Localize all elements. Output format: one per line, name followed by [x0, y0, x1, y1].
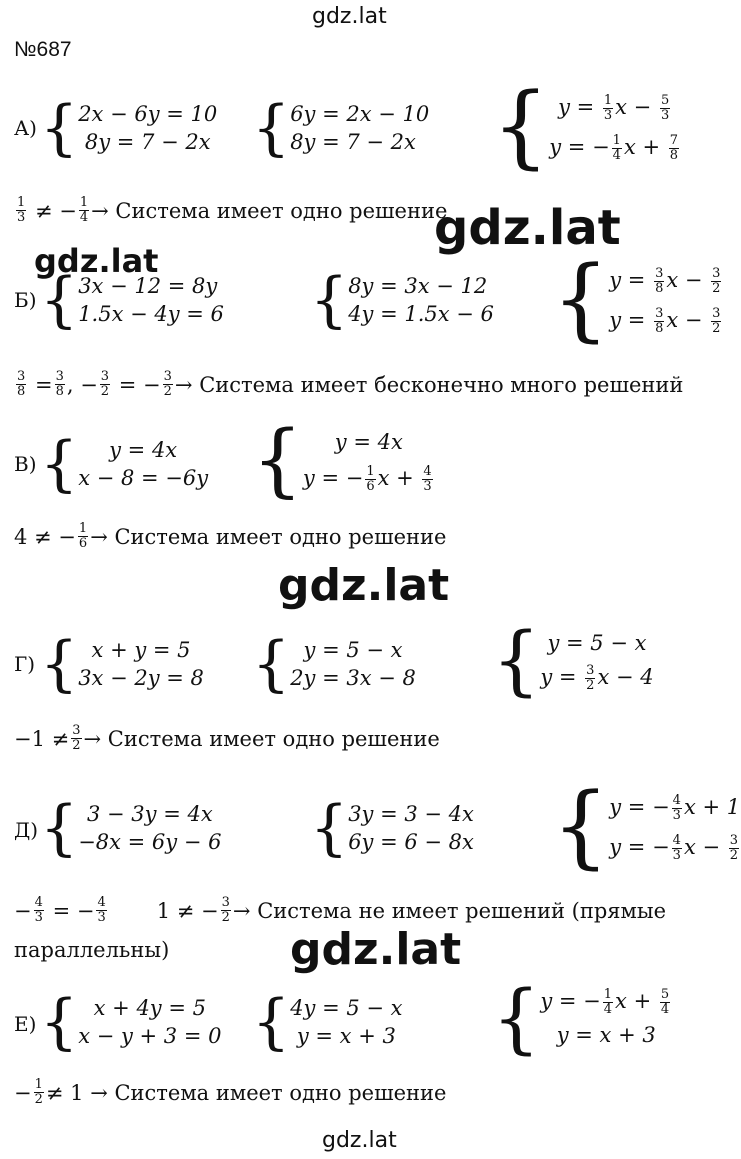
system-g-1: { x + y = 5 3x − 2y = 8: [40, 629, 204, 699]
system-b-2: { 8y = 3x − 12 4y = 1.5x − 6: [310, 265, 494, 335]
system-a-3: { y = $\frac{1}{3}$ x − $\frac{5}{3}$ y = − $\frac{1}{4}$ x + $\frac{7}{8}$: [492, 74, 679, 179]
part-label-e: Е): [14, 1012, 37, 1036]
system-d-1: { 3 − 3y = 4x −8x = 6y − 6: [40, 793, 222, 863]
system-e-1: { x + 4y = 5 x − y + 3 = 0: [40, 987, 222, 1057]
part-label-a: А): [14, 116, 37, 140]
conclusion-text-d-cont: параллельны): [14, 938, 170, 962]
conclusion-text-a: Система имеет одно решение: [115, 198, 448, 223]
conclusion-g: −1 ≠ $\frac{3}{2}$ → Система имеет одно решение: [14, 723, 440, 753]
conclusion-a: $\frac{1}{3}$ ≠ − $\frac{1}{4}$ → Система имеет одно решение: [17, 195, 448, 225]
watermark: gdz.lat: [278, 560, 450, 611]
conclusion-text-d: Система не имеет решений (прямые: [257, 898, 667, 923]
conclusion-text-e: Система имеет одно решение: [114, 1080, 447, 1105]
system-e-3: { y = − $\frac{1}{4}$ x + $\frac{5}{4}$ y = x + 3: [492, 973, 670, 1062]
system-v-2: { y = 4x y = − $\frac{1}{6}$ x + $\frac{4}{3}$: [252, 413, 432, 506]
part-label-b: Б): [14, 288, 37, 312]
site-footer: gdz.lat: [322, 1128, 397, 1153]
watermark: gdz.lat: [434, 200, 621, 256]
problem-number: №687: [14, 38, 72, 61]
system-d-3: { y = − $\frac{4}{3}$ x + 1 y = − $\frac{4}{3}$ x − $\frac{3}{2}$: [552, 774, 741, 879]
system-b-3: { y = $\frac{3}{8}$ x − $\frac{3}{2}$ y = $\frac{3}{8}$ x − $\frac{3}{2}$: [552, 247, 721, 352]
part-label-d: Д): [14, 818, 39, 842]
system-v-1: { y = 4x x − 8 = −6y: [40, 429, 209, 499]
system-e-2: { 4y = 5 − x y = x + 3: [252, 987, 403, 1057]
part-label-g: Г): [14, 652, 36, 676]
conclusion-text-g: Система имеет одно решение: [107, 726, 440, 751]
conclusion-text-v: Система имеет одно решение: [114, 524, 447, 549]
watermark: gdz.lat: [290, 924, 462, 975]
conclusion-e: − $\frac{1}{2}$ ≠ 1 → Система имеет одно решение: [14, 1077, 447, 1107]
system-g-3: { y = 5 − x y = $\frac{3}{2}$ x − 4: [492, 615, 654, 704]
conclusion-b: $\frac{3}{8}$ = $\frac{3}{8}$ , − $\frac{3}{2}$ = − $\frac{3}{2}$ → Система имеет бесконечно много решений: [17, 369, 684, 399]
part-label-v: В): [14, 452, 37, 476]
system-d-2: { 3y = 3 − 4x 6y = 6 − 8x: [310, 793, 474, 863]
system-a-1: { 2x − 6y = 10 8y = 7 − 2x: [40, 93, 218, 163]
conclusion-text-b: Система имеет бесконечно много решений: [199, 372, 684, 397]
site-header: gdz.lat: [312, 4, 387, 29]
conclusion-d: − $\frac{4}{3}$ = − $\frac{4}{3}$ 1 ≠ − $\frac{3}{2}$ → Система не имеет решений (прямые: [14, 895, 667, 925]
watermark: gdz.lat: [34, 242, 159, 280]
system-a-2: { 6y = 2x − 10 8y = 7 − 2x: [252, 93, 430, 163]
conclusion-v: 4 ≠ − $\frac{1}{6}$ → Система имеет одно решение: [14, 521, 447, 551]
conclusion-d-cont: [14, 938, 169, 962]
system-g-2: { y = 5 − x 2y = 3x − 8: [252, 629, 416, 699]
system-b-1: { 3x − 12 = 8y 1.5x − 4y = 6: [40, 265, 224, 335]
